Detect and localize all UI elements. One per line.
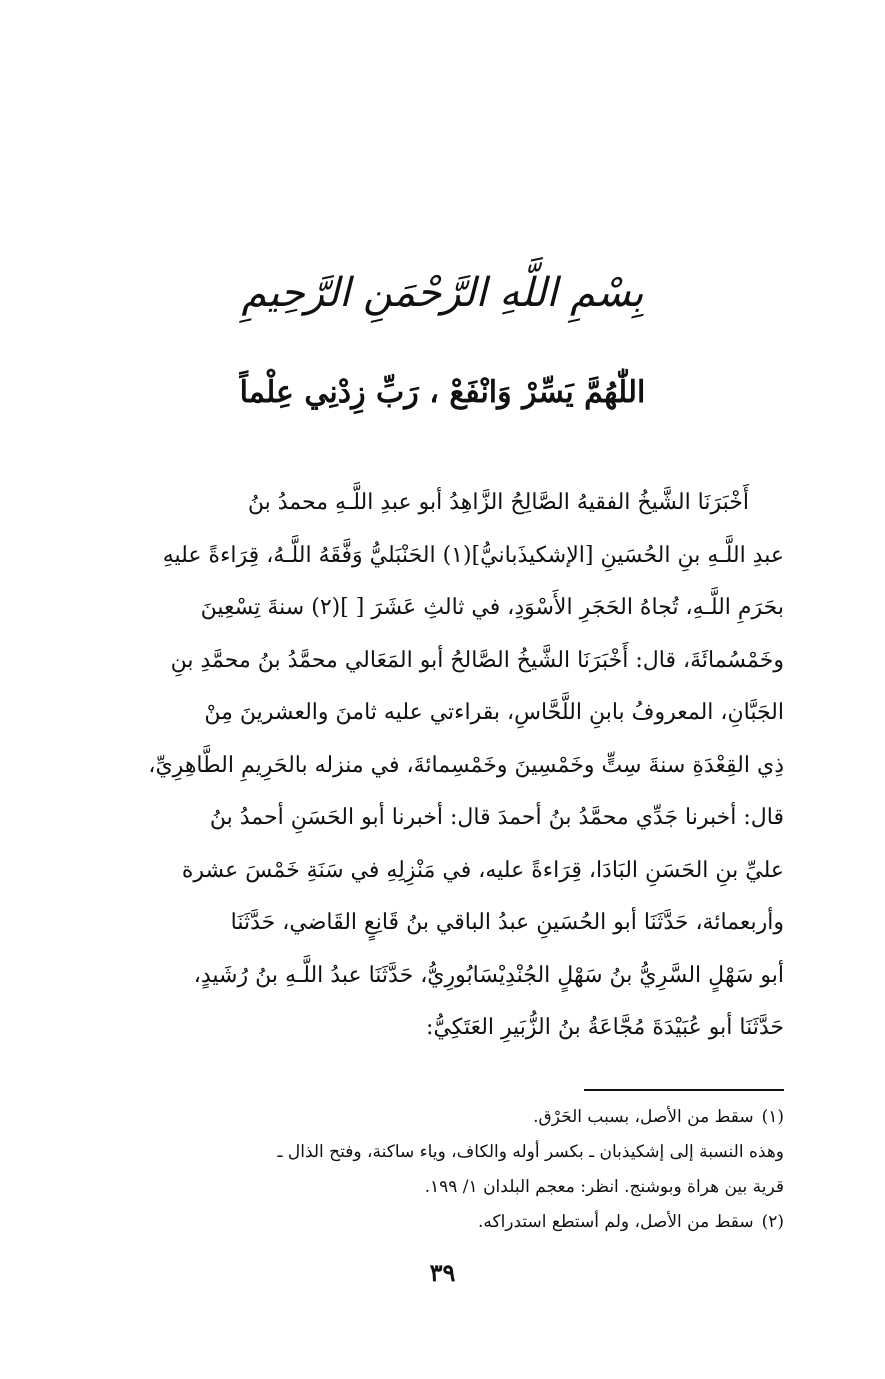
footnote-text: قرية بين هراة وبوشنج. انظر: معجم البلدان ١/ ١٩٩. bbox=[424, 1177, 784, 1197]
footnote-number: (٢) bbox=[761, 1212, 784, 1232]
footnote-text: سقط من الأصل، ولم أستطع استدراكه. bbox=[477, 1212, 754, 1232]
text-line: عبدِ اللَّـهِ بنِ الحُسَينِ [الإشكيذَبانيُّ](١) الحَنْبَليُّ وَفَّقَهُ اللَّـهُ، قِرَاءةً عليهِ bbox=[162, 542, 784, 568]
footnote-item bbox=[108, 1170, 784, 1205]
footnote-text: وهذه النسبة إلى إشكيذبان ـ بكسر أوله والكاف، وياء ساكنة، وفتح الذال ـ bbox=[277, 1142, 784, 1162]
text-line: وخَمْسُمائَةَ، قال: أَخْبَرَنَا الشَّيخُ الصَّالحُ أبو المَعَالي محمَّدُ بنُ محمَّدِ بنِ bbox=[170, 647, 784, 673]
footnote-number: (١) bbox=[761, 1107, 784, 1127]
basmala-calligraphy: بِسْمِ اللَّهِ الرَّحْمَنِ الرَّحِيمِ bbox=[241, 270, 644, 316]
footnotes bbox=[108, 1100, 784, 1240]
text-line: أَخْبَرَنَا الشَّيخُ الفقيهُ الصَّالِحُ الزَّاهِدُ أبو عبدِ اللَّـهِ محمدُ بنُ bbox=[247, 490, 749, 515]
footnote-item bbox=[108, 1135, 784, 1170]
footnote-text: سقط من الأصل، بسبب الحَرْق. bbox=[533, 1107, 754, 1127]
footnote-item bbox=[108, 1100, 784, 1135]
text-line: بحَرَمِ اللَّـهِ، تُجاهُ الحَجَرِ الأَسْوَدِ، في ثالثِ عَشَرَ [ ](٢) سنةَ تِسْعِينَ bbox=[200, 595, 784, 620]
footnote-divider bbox=[584, 1089, 784, 1091]
text-line: حَدَّثَنَا أبو عُبَيْدَةَ مُجَّاعَةُ بنُ الزُّبَيرِ العَتَكِيُّ: bbox=[426, 1015, 784, 1040]
text-line: عليِّ بنِ الحَسَنِ البَادَا، قِرَاءةً عليه، في مَنْزِلِهِ في سَنَةِ خَمْسَ عشرة bbox=[181, 857, 784, 883]
text-line: قال: أخبرنا جَدِّي محمَّدُ بنُ أحمدَ قال: أخبرنا أبو الحَسَنِ أحمدُ بنُ bbox=[209, 805, 784, 830]
text-line: ذِي القِعْدَةِ سنةَ سِتٍّ وخَمْسِينَ وخَمْسِمائةَ، في منزله بالحَرِيمِ الطَّاهِرِيِّ، bbox=[148, 752, 784, 778]
footnote-item bbox=[108, 1205, 784, 1240]
invocation-heading: اللّٰهُمَّ يَسِّرْ وَانْفَعْ ، رَبِّ زِدْنِي عِلْماً bbox=[239, 375, 646, 410]
text-line: وأربعمائة، حَدَّثَنَا أبو الحُسَينِ عبدُ الباقي بنُ قَانِعٍ القَاضي، حَدَّثَنَا bbox=[230, 910, 784, 935]
main-text bbox=[108, 477, 784, 1055]
page-number: ٣٩ bbox=[429, 1258, 456, 1287]
text-line: الجَبَّانِ، المعروفُ بابنِ اللَّحَّاسِ، بقراءتي عليه ثامنَ والعشرينَ مِنْ bbox=[204, 700, 784, 725]
text-line: أبو سَهْلٍ السَّرِيُّ بنُ سَهْلٍ الجُنْدِيْسَابُورِيُّ، حَدَّثَنَا عبدُ اللَّـهِ بنُ رُشَيدٍ، bbox=[193, 962, 784, 988]
